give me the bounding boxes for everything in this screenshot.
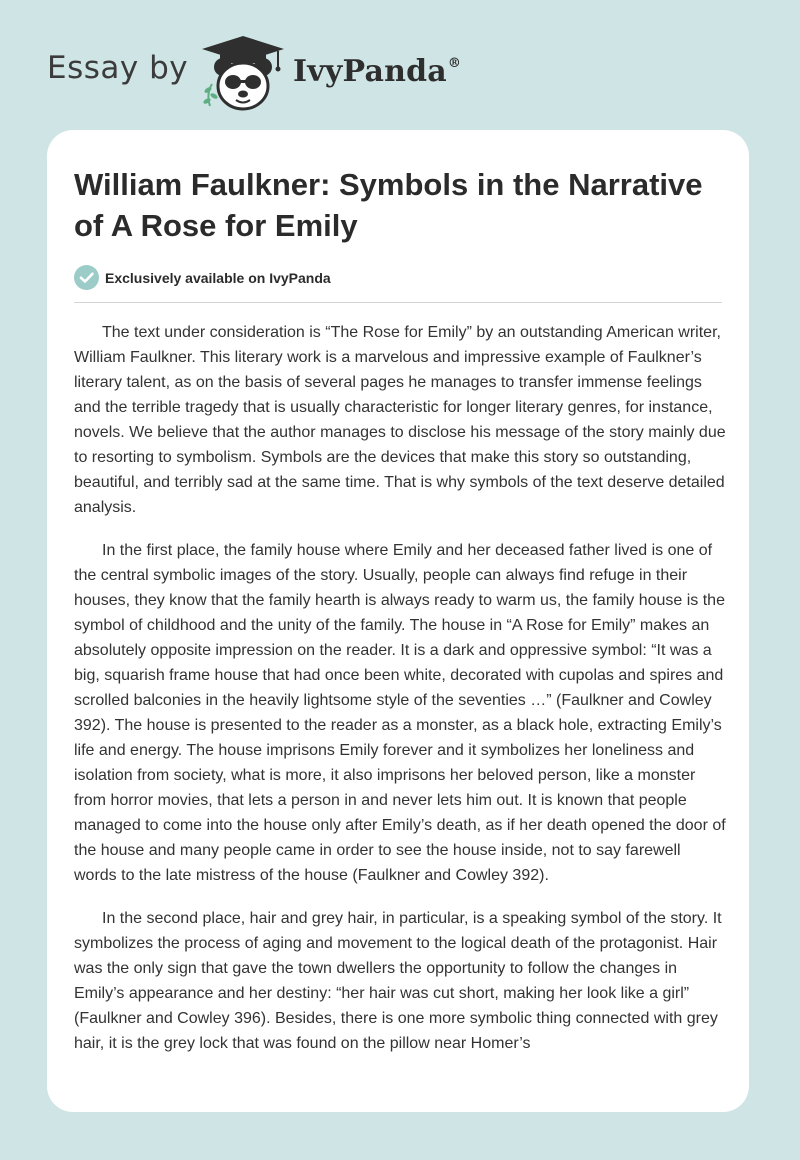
check-circle-icon (74, 265, 99, 290)
article-card (47, 130, 749, 1112)
exclusive-badge (74, 265, 331, 290)
title-divider (74, 302, 722, 303)
article-body (74, 320, 726, 1074)
site-header (0, 0, 800, 130)
registered-mark: ® (447, 56, 462, 71)
essay-by-label: Essay by (47, 50, 189, 86)
page-title: William Faulkner: Symbols in the Narrative of A Rose for Emily (74, 167, 703, 243)
ivypanda-logo-icon[interactable] (200, 34, 286, 112)
article-paragraph: In the second place, hair and grey hair, in particular, is a speaking symbol of the story. It symbolizes the process of aging and movement to the logical death of the protagonist. Hair was the only sign that gave the town dwellers the opportunity to follow the changes in Emily’s appearance and her destiny: “her hair was cut short, making her look like a girl” (Faulkner and Cowley 396). Besides, there is one more symbolic thing connected with grey hair, it is the grey lock that was found on the pillow near Homer’s (74, 910, 722, 1052)
brand-name-text: IvyPanda (293, 54, 447, 89)
article-paragraph: In the first place, the family house where Emily and her deceased father lived is one of the central symbolic images of the story. Usually, people can always find refuge in their houses, they know that the family hearth is always ready to warm us, the family house is the symbol of childhood and the unity of the family. The house in “A Rose for Emily” makes an absolutely opposite impression on the reader. It is a dark and oppressive symbol: “It was a big, squarish frame house that had once been white, decorated with cupolas and spires and scrolled balconies in the heavily lightsome style of the seventies …” (Faulkner and Cowley 392). The house is presented to the reader as a monster, as a black hole, extracting Emily’s life and energy. The house imprisons Emily forever and it symbolizes her loneliness and isolation from society, what is more, it also imprisons her beloved person, like a monster from horror movies, that lets a person in and never lets him out. It is known that people managed to come into the house only after Emily’s death, as if her death opened the door of the house and many people came in order to see the house inside, not to say farewell words to the late mistress of the house (Faulkner and Cowley 392). (74, 542, 726, 884)
exclusive-badge-label: Exclusively available on IvyPanda (105, 269, 331, 286)
brand-name[interactable] (293, 54, 461, 89)
article-paragraph: The text under consideration is “The Rose for Emily” by an outstanding American writer, William Faulkner. This literary work is a marvelous and impressive example of Faulkner’s literary talent, as on the basis of several pages he manages to transfer immense feelings and the terrible tragedy that is usually characteristic for longer literary genres, for instance, novels. We believe that the author manages to disclose his message of the story mainly due to resorting to symbolism. Symbols are the devices that make this story so outstanding, beautiful, and terribly sad at the same time. That is why symbols of the text deserve detailed analysis. (74, 324, 726, 516)
